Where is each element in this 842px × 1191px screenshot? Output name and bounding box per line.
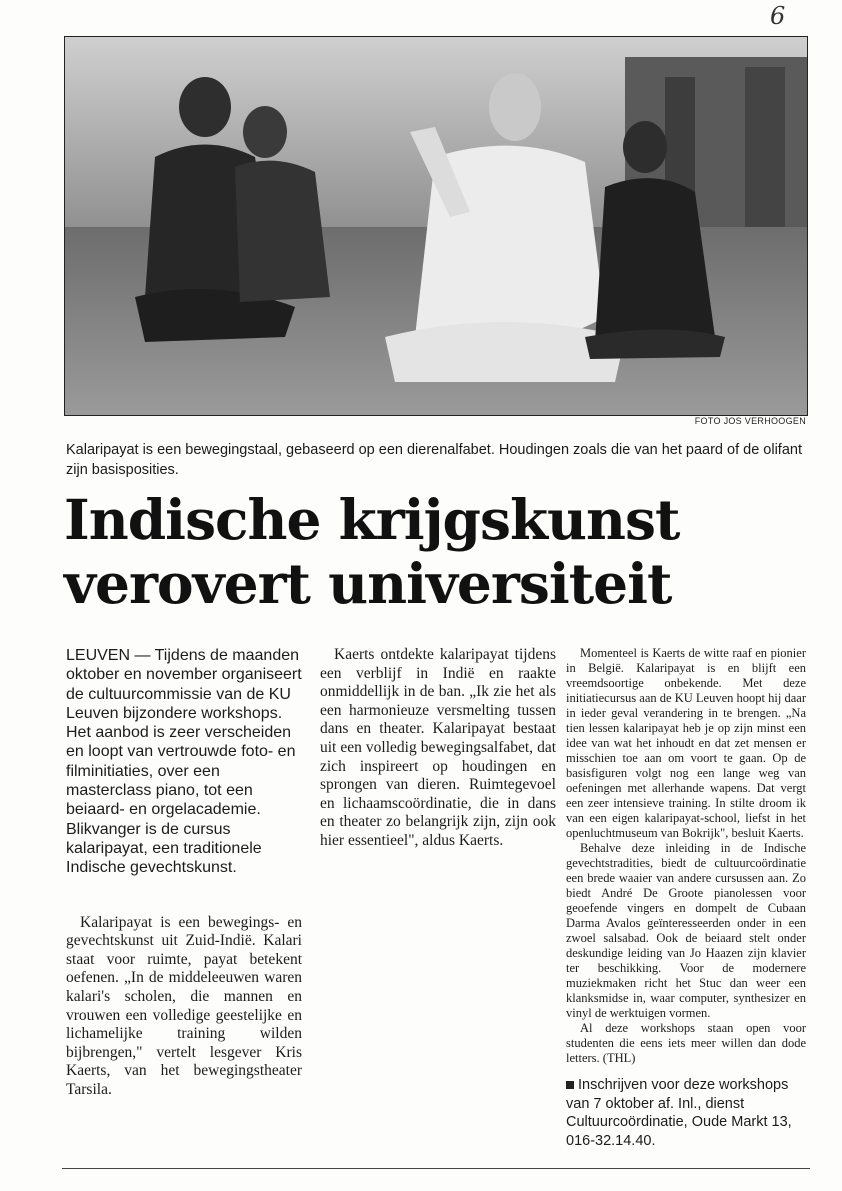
- photo-caption: Kalaripayat is een bewegingstaal, gebaseerd op een dierenalfabet. Houdingen zoals die van het paard of de olifant zijn basisposities.: [66, 442, 802, 478]
- headline: [64, 488, 806, 616]
- body-paragraph-4: Behalve deze inleiding in de Indische gevechtstradities, biedt de cultuurcoördinatie een brede waaier van andere cursussen aan. Zo biedt André De Groote pianolessen voor geoefende vingers en dompelt de Cubaan Darma Avalos geïnteresseerden onder in een zwoel salsabad. Ook de beiaard stelt onder deskundige leiding van Jo Haazen zijn klavier ter beschikking. Voor de modernere muziekmaken richt het Stuc dan weer een klanksmidse in, waar computer, synthesizer en vinyl de werktuigen vormen.: [566, 841, 806, 1020]
- registration-note: [566, 1076, 806, 1150]
- body-paragraph-1: Kalaripayat is een bewegings- en gevechtskunst uit Zuid-Indië. Kalari staat voor ruimte, payat betekent oefenen. „In de middeleeuwen waren kalari's scholen, die mannen en vrouwen een volledige geestelijke en lichamelijke training wilden bijbrengen," vertelt lesgever Kris Kaerts, van het bewegingstheater Tarsila.: [66, 913, 302, 1098]
- photo-illustration: [65, 37, 807, 415]
- body-paragraph-3: Momenteel is Kaerts de witte raaf en pionier in België. Kalaripayat is en blijft een vreemdsoortige onbekende. Met deze initiatiecursus aan de KU Leuven hoopt hij daar in ieder geval verandering in te brengen. „Na tien lessen kalaripayat heb je op zijn minst een idee van wat het inhoudt en dat zet mensen er misschien toe aan om voort te gaan. Op de basisfiguren volgt nog een lange weg van oefeningen met allerhande wapens. Dat vergt een zeer intensieve training. In stilte droom ik van een eigen kalaripayat-school, liefst in het openluchtmuseum van Bokrijk", besluit Kaerts.: [566, 646, 806, 840]
- registration-note-text: Inschrijven voor deze workshops van 7 oktober af. Inl., dienst Cultuurcoördinatie, Oude Markt 13, 016-32.14.40.: [566, 1077, 792, 1149]
- headline-line-1: Indische krijgskunst: [64, 487, 680, 552]
- article-column-1: [66, 646, 302, 1100]
- square-bullet-icon: [566, 1081, 574, 1089]
- article-column-2: [320, 646, 556, 851]
- photo-credit: FOTO JOS VERHOOGEN: [694, 416, 806, 426]
- page-number: 6: [770, 2, 786, 30]
- headline-line-2: verovert universiteit: [64, 551, 672, 616]
- body-paragraph-5: Al deze workshops staan open voor studenten die eens iets meer willen dan dode letters. (THL): [566, 1021, 806, 1065]
- lead-paragraph: LEUVEN — Tijdens de maanden oktober en november organiseert de cultuurcommissie van de KU Leuven bijzondere workshops. Het aanbod is zeer verscheiden en loopt van vertrouwde foto- en filminitiaties, over een masterclass piano, tot een beiaard- en orgelacademie. Blikvanger is de cursus kalaripayat, een traditionele Indische gevechtskunst.: [66, 647, 302, 877]
- article-column-3: [566, 646, 806, 1150]
- body-paragraph-2: Kaerts ontdekte kalaripayat tijdens een verblijf in Indië en raakte onmiddellijk in de ban. „Ik zie het als een harmonieuze versmelting tussen dans en theater. Kalaripayat bestaat uit een volledig bewegingsalfabet, dat zich inspireert op houdingen en sprongen van dieren. Ruimtegevoel en lichaamscoördinatie, die in dans en theater zo belangrijk zijn, zijn ook hier essentieel", aldus Kaerts.: [320, 646, 556, 849]
- bottom-rule: [62, 1168, 810, 1169]
- news-photo: [64, 36, 808, 416]
